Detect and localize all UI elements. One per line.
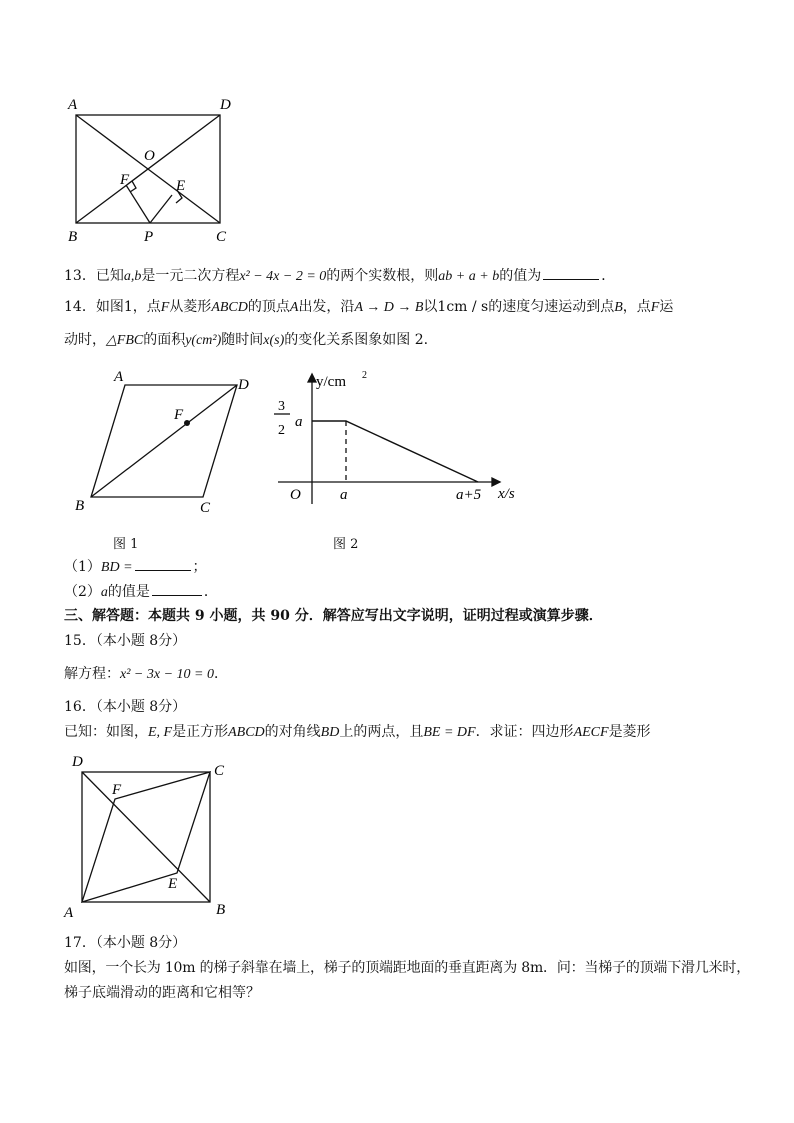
- y-axis-label: y/cm: [316, 374, 346, 390]
- q13-equation: x² − 4x − 2 = 0: [239, 269, 327, 284]
- q13-text-after: 的值为: [499, 268, 542, 284]
- q13-number: 13．: [64, 268, 96, 284]
- x-tick-a-plus-5: a+5: [456, 487, 482, 503]
- right-angle-f: [130, 181, 136, 192]
- y-axis-arrow: [308, 374, 316, 382]
- q14-text-2d: 的变化关系图象如图 2.: [284, 332, 429, 348]
- y-axis-sup: 2: [362, 370, 367, 381]
- segment-pe: [150, 195, 172, 223]
- q14-text-2a: 动时，: [64, 332, 106, 348]
- label-o: O: [144, 148, 155, 164]
- segment-pf: [126, 185, 150, 223]
- fig1-label-c: C: [200, 500, 211, 516]
- sq-label-c: C: [214, 763, 225, 779]
- section-3-heading: 三、解答题：本题共 9 小题，共 90 分．解答应写出文字说明，证明过程或演算步骤．: [64, 608, 603, 624]
- label-b: B: [68, 229, 78, 245]
- q16-text-4: 上的两点，且: [339, 724, 424, 740]
- fig1-label-b: B: [75, 498, 85, 514]
- q14-text-c: 的顶点: [247, 299, 290, 315]
- q14-var-abcd: ABCD: [211, 300, 248, 315]
- fraction-numerator: 3: [278, 399, 285, 414]
- q15-end: ．: [213, 666, 228, 682]
- fraction-denominator: 2: [278, 423, 285, 438]
- q13-text-mid: 是一元二次方程: [141, 268, 240, 284]
- sq-label-a: A: [64, 905, 74, 921]
- q17-header: 17．（本小题 8分）: [64, 935, 187, 951]
- q16-text-2: 是正方形: [172, 724, 229, 740]
- sq-label-e: E: [168, 876, 178, 892]
- q13-text: 已知: [95, 268, 124, 284]
- q14-sub2-text: 的值是: [107, 584, 150, 600]
- x-axis-label: x/s: [498, 486, 515, 502]
- sq-label-b: B: [216, 902, 226, 918]
- sq-label-d: D: [72, 754, 83, 770]
- q14-sub1-prefix: （1）: [64, 559, 101, 575]
- q14-sub1-var: BD =: [100, 560, 133, 575]
- q14-path: A → D → B: [354, 300, 424, 315]
- q16-text-5: ．求证：四边形: [475, 724, 574, 740]
- q14-sub2-end: ．: [203, 584, 218, 600]
- q13-answer-blank[interactable]: [543, 265, 599, 280]
- fig1-label-d: D: [238, 377, 249, 393]
- q16-var-bd: BD: [320, 725, 340, 740]
- q17-line-2: 梯子底端滑动的距离和它相等？: [64, 985, 260, 1001]
- q14-sub2-var: a: [100, 585, 108, 600]
- q14-number: 14．: [64, 299, 96, 315]
- q14-sub1-end: ；: [192, 559, 207, 575]
- q14-triangle: △FBC: [106, 333, 144, 348]
- q13-vars: a,b: [123, 269, 142, 284]
- label-d: D: [220, 97, 231, 113]
- label-e: E: [176, 178, 186, 194]
- q14-var-f: F: [160, 300, 170, 315]
- area-time-graph: [268, 362, 538, 512]
- caption-figure-1: 图 1: [113, 537, 139, 552]
- q16-condition: BE = DF: [423, 725, 476, 740]
- q14-text-f: 的速度匀速运动到点: [488, 299, 615, 315]
- question-13: [64, 265, 615, 287]
- label-f: F: [120, 172, 130, 188]
- q14-text-g: ，点: [622, 299, 651, 315]
- q14-speed: 1cm / s: [437, 299, 489, 315]
- x-axis-arrow: [492, 478, 500, 486]
- q16-var-aecf: AECF: [573, 725, 609, 740]
- q14-text-d: 出发，沿: [298, 299, 355, 315]
- q15-body: [64, 664, 228, 685]
- q14-text-a: 如图1，点: [95, 299, 161, 315]
- rectangle-figure: [60, 92, 250, 247]
- q14-subquestion-1: [64, 556, 207, 578]
- label-p: P: [144, 229, 154, 245]
- q13-end: ．: [601, 268, 616, 284]
- q14-x-unit: x(s): [263, 333, 285, 348]
- q14-sub2-prefix: （2）: [64, 584, 101, 600]
- q15-header: 15．（本小题 8分）: [64, 633, 187, 649]
- q17-line-1: 如图，一个长为 10m 的梯子斜靠在墙上，梯子的顶端距地面的垂直距离为 8m．问：当梯子的顶端下滑几米时，: [64, 960, 751, 976]
- q16-var-ef: E, F: [148, 725, 173, 740]
- q14-text-2c: 随时间: [221, 332, 264, 348]
- q14-var-a: A: [289, 300, 299, 315]
- q14-text-b: 从菱形: [169, 299, 212, 315]
- rhombus-figure: [70, 365, 270, 520]
- x-tick-a: a: [340, 487, 348, 503]
- q14-var-b: B: [614, 300, 623, 315]
- q14-subquestion-2: [64, 581, 218, 603]
- q14-text-h: 运: [659, 299, 674, 315]
- label-a: A: [68, 97, 78, 113]
- q14-y-unit: y(cm²): [185, 333, 222, 348]
- q15-text: 解方程：: [64, 666, 120, 682]
- sq-label-f: F: [112, 782, 122, 798]
- fig1-label-f: F: [174, 407, 184, 423]
- y-tick-a: a: [295, 414, 303, 430]
- square-figure: [60, 748, 240, 923]
- q14-text-e: 以: [423, 299, 438, 315]
- caption-figure-2: 图 2: [333, 537, 359, 552]
- label-c: C: [216, 229, 227, 245]
- q16-body: [64, 722, 651, 743]
- q14-sub1-blank[interactable]: [135, 556, 191, 571]
- graph-line: [312, 421, 478, 482]
- origin-label: O: [290, 487, 301, 503]
- q15-equation: x² − 3x − 10 = 0: [120, 667, 214, 682]
- q16-text-6: 是菱形: [608, 724, 651, 740]
- question-14-line1: [64, 297, 673, 318]
- q13-text-mid2: 的两个实数根，则: [326, 268, 439, 284]
- fig1-label-a: A: [114, 369, 124, 385]
- q14-sub2-blank[interactable]: [152, 581, 202, 596]
- q14-var-f2: F: [650, 300, 660, 315]
- q16-header: 16．（本小题 8分）: [64, 699, 187, 715]
- q14-text-2b: 的面积: [143, 332, 186, 348]
- diagonal-bd: [91, 385, 237, 497]
- q13-expr: ab + a + b: [438, 269, 500, 284]
- q16-text-1: 已知：如图，: [64, 724, 148, 740]
- q16-var-abcd: ABCD: [228, 725, 265, 740]
- point-f: [184, 420, 190, 426]
- q16-text-3: 的对角线: [264, 724, 321, 740]
- question-14-line2: [64, 330, 428, 351]
